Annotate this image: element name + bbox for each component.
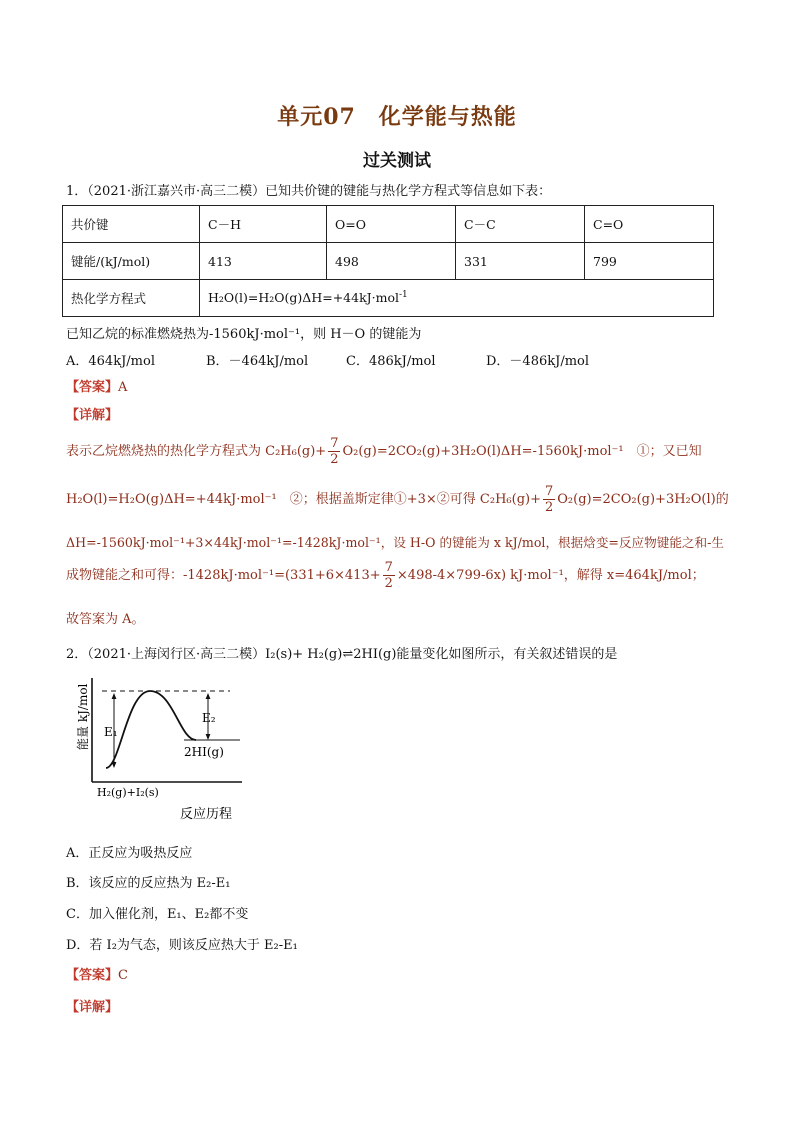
table-cell: 共价键 — [63, 206, 200, 243]
fraction-numerator: 7 — [330, 436, 339, 451]
table-cell: 799 — [585, 243, 714, 280]
q2-option-b: B．该反应的反应热为 E₂-E₁ — [66, 876, 231, 891]
answer-value: A — [118, 380, 128, 395]
detail-text: 表示乙烷燃烧热的热化学方程式为 C₂H₆(g)+ — [66, 444, 327, 459]
fraction-numerator: 7 — [384, 560, 393, 575]
detail-text: ×498-4×799-6x) kJ·mol⁻¹，解得 x=464kJ/mol； — [396, 568, 705, 583]
fraction-7-2 — [543, 484, 555, 515]
q1-option-b: B．－464kJ/mol — [206, 354, 309, 369]
q1-detail-line-3: ΔH=-1560kJ·mol⁻¹+3×44kJ·mol⁻¹=-1428kJ·mol⁻¹，设 H-O 的键能为 x kJ/mol，根据焓变=反应物键能之和-生 — [66, 535, 724, 550]
detail-text: 成物键能之和可得：-1428kJ·mol⁻¹=(331+6×413+ — [66, 568, 381, 583]
table-cell: 498 — [327, 243, 456, 280]
fraction-denominator: 2 — [384, 576, 393, 591]
equation-sup: -1 — [399, 290, 408, 301]
table-cell-equation — [200, 280, 714, 317]
detail-text: O₂(g)=2CO₂(g)+3H₂O(l)ΔH=-1560kJ·mol⁻¹ ①；又已知 — [342, 444, 702, 459]
q2-answer — [66, 964, 128, 983]
q1-given: 已知乙烷的标准燃烧热为-1560kJ·mol⁻¹，则 H－O 的键能为 — [66, 327, 422, 342]
fraction-7-2 — [328, 436, 340, 467]
answer-tag: 【答案】 — [66, 380, 119, 395]
q1-option-c: C．486kJ/mol — [346, 354, 436, 369]
bond-energy-table — [62, 205, 714, 317]
reaction-curve — [106, 691, 196, 768]
equation-text: H₂O(l)=H₂O(g)ΔH=+44kJ·mol — [208, 290, 400, 306]
answer-tag: 【答案】 — [66, 968, 119, 983]
page-title: 单元07 化学能与热能 — [277, 104, 517, 130]
y-axis-label: 能量 kJ/mol — [76, 683, 90, 750]
table-row — [63, 280, 714, 317]
q1-answer — [66, 376, 127, 395]
q2-stem: 2．（2021·上海闵行区·高三二模）I₂(s)+ H₂(g)⇌2HI(g)能量变化如图所示，有关叙述错误的是 — [66, 647, 618, 662]
fraction-7-2 — [383, 560, 395, 591]
e1-label: E₁ — [104, 725, 118, 739]
q1-stem: 1．（2021·浙江嘉兴市·高三二模）已知共价键的键能与热化学方程式等信息如下表： — [66, 184, 552, 199]
e2-label: E₂ — [202, 711, 216, 725]
q1-option-a: A．464kJ/mol — [66, 354, 155, 369]
q2-option-c: C．加入催化剂，E₁、E₂都不变 — [66, 907, 249, 922]
table-row — [63, 243, 714, 280]
table-cell: 413 — [200, 243, 327, 280]
detail-text: H₂O(l)=H₂O(g)ΔH=+44kJ·mol⁻¹ ②；根据盖斯定律①+3×②可得 C₂H₆(g)+ — [66, 492, 541, 507]
fraction-denominator: 2 — [330, 452, 339, 467]
q1-detail-line-5: 故答案为 A。 — [66, 612, 145, 627]
detail-text: O₂(g)=2CO₂(g)+3H₂O(l)的 — [557, 492, 729, 507]
q1-detail-line-2 — [66, 484, 729, 515]
reactant-label: H₂(g)+I₂(s) — [97, 786, 159, 799]
page-subtitle: 过关测试 — [363, 151, 431, 171]
q1-detail-line-4 — [66, 560, 705, 591]
table-cell: C=O — [585, 206, 714, 243]
table-cell: 键能/(kJ/mol) — [63, 243, 200, 280]
table-cell: C－H — [200, 206, 327, 243]
q1-detail-line-1 — [66, 436, 702, 467]
q1-option-d: D．－486kJ/mol — [486, 354, 590, 369]
q2-detail-tag: 【详解】 — [66, 1000, 119, 1015]
answer-value: C — [118, 968, 128, 983]
energy-diagram — [72, 672, 272, 824]
fraction-numerator: 7 — [544, 484, 554, 499]
q2-option-d: D．若 I₂为气态，则该反应热大于 E₂-E₁ — [66, 938, 298, 953]
table-cell: 热化学方程式 — [63, 280, 200, 317]
q1-detail-tag: 【详解】 — [66, 408, 119, 423]
product-label: 2HI(g) — [184, 745, 224, 759]
fraction-denominator: 2 — [544, 500, 554, 515]
x-axis-label: 反应历程 — [180, 807, 233, 822]
table-cell: C－C — [456, 206, 585, 243]
table-cell: 331 — [456, 243, 585, 280]
table-row — [63, 206, 714, 243]
q2-option-a: A．正反应为吸热反应 — [66, 846, 193, 861]
table-cell: O=O — [327, 206, 456, 243]
